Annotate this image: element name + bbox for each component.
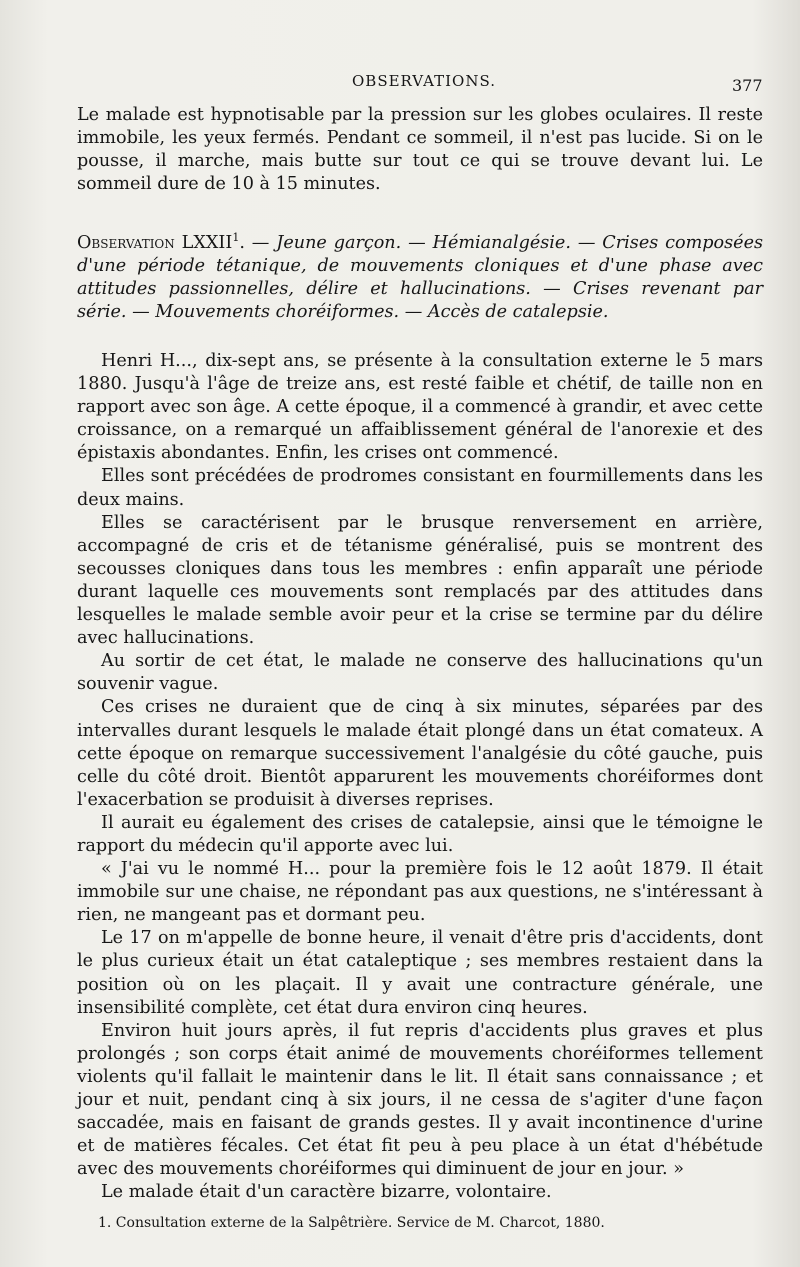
observation-separator: . — — [239, 233, 277, 253]
page-number: 377 — [732, 76, 763, 95]
observation-title: Jeune garçon. — Hémianalgésie. — Crises composées d'une période tétanique, de mouvements cloniques et d'une phase avec attitudes passionnelles, délire et hallucinations. — Crises revenant par série. — Mouvements choréiformes. — Accès de catalepsie. — [77, 233, 764, 323]
page-header — [0, 72, 800, 96]
observation-number: LXXII — [181, 233, 233, 253]
case-paragraph: Elles sont précédées de prodromes consistant en fourmillements dans les deux mains. — [77, 466, 763, 510]
observation-heading — [77, 232, 763, 324]
case-text — [77, 350, 763, 1204]
case-paragraph: Environ huit jours après, il fut repris d'accidents plus graves et plus prolongés ; son corps était animé de mouvements choréiformes tellement violents qu'il fallait le maintenir dans le lit. Il était sans connaissance ; et jour et nuit, pendant cinq à six jours, il ne cessa de s'agiter d'une façon saccadée, mais en faisant de grands gestes. Il y avait incontinence d'urine et de matières fécales. Cet état fit peu à peu place à un état d'hébétude avec des mouvements choréiformes qui diminuent de jour en jour. » — [77, 1020, 763, 1180]
case-paragraph: Il aurait eu également des crises de catalepsie, ainsi que le témoigne le rapport du médecin qu'il apporte avec lui. — [77, 812, 763, 856]
opening-text — [77, 104, 763, 196]
case-paragraph: Au sortir de cet état, le malade ne conserve des hallucinations qu'un souvenir vague. — [77, 651, 763, 695]
case-paragraph: « J'ai vu le nommé H... pour la première fois le 12 août 1879. Il était immobile sur une chaise, ne répondant pas aux questions, ne s'intéressant à rien, ne mangeant pas et dormant peu. — [77, 859, 763, 926]
case-paragraph: Le 17 on m'appelle de bonne heure, il venait d'être pris d'accidents, dont le plus curieux était un état cataleptique ; ses membres restaient dans la position où on les plaçait. Il y avait une contracture générale, une insensibilité complète, cet état dura environ cinq heures. — [77, 928, 763, 1018]
opening-paragraph: Le malade est hypnotisable par la pression sur les globes oculaires. Il reste immobile, les yeux fermés. Pendant ce sommeil, il n'est pas lucide. Si on le pousse, il marche, mais butte sur tout ce qui se trouve devant lui. Le sommeil dure de 10 à 15 minutes. — [77, 105, 763, 195]
observation-label: Observation — [77, 233, 175, 253]
case-paragraph: Henri H..., dix-sept ans, se présente à la consultation externe le 5 mars 1880. Jusqu'à l'âge de treize ans, est resté faible et chétif, de taille non en rapport avec son âge. A cette époque, il a commencé à grandir, et avec cette croissance, on a remarqué un affaiblissement général de l'anorexie et des épistaxis abondantes. Enfin, les crises ont commencé. — [77, 351, 763, 464]
footnote: 1. Consultation externe de la Salpêtrière. Service de M. Charcot, 1880. — [98, 1215, 605, 1231]
running-title: OBSERVATIONS. — [352, 72, 496, 90]
footnote-reference: 1 — [232, 231, 240, 245]
case-paragraph: Le malade était d'un caractère bizarre, volontaire. — [101, 1182, 552, 1203]
case-paragraph: Elles se caractérisent par le brusque renversement en arrière, accompagné de cris et de tétanisme généralisé, puis se montrent des secousses cloniques dans tous les membres : enfin apparaît une période durant laquelle ces mouvements sont remplacés par des attitudes dans lesquelles le malade semble avoir peur et la crise se termine par du délire avec hallucinations. — [77, 512, 763, 649]
case-paragraph: Ces crises ne duraient que de cinq à six minutes, séparées par des intervalles durant lesquels le malade était plongé dans un état comateux. A cette époque on remarque successivement l'analgésie du côté gauche, puis celle du côté droit. Bientôt apparurent les mouvements choréiformes dont l'exacerbation se produisit à diverses reprises. — [77, 697, 763, 810]
